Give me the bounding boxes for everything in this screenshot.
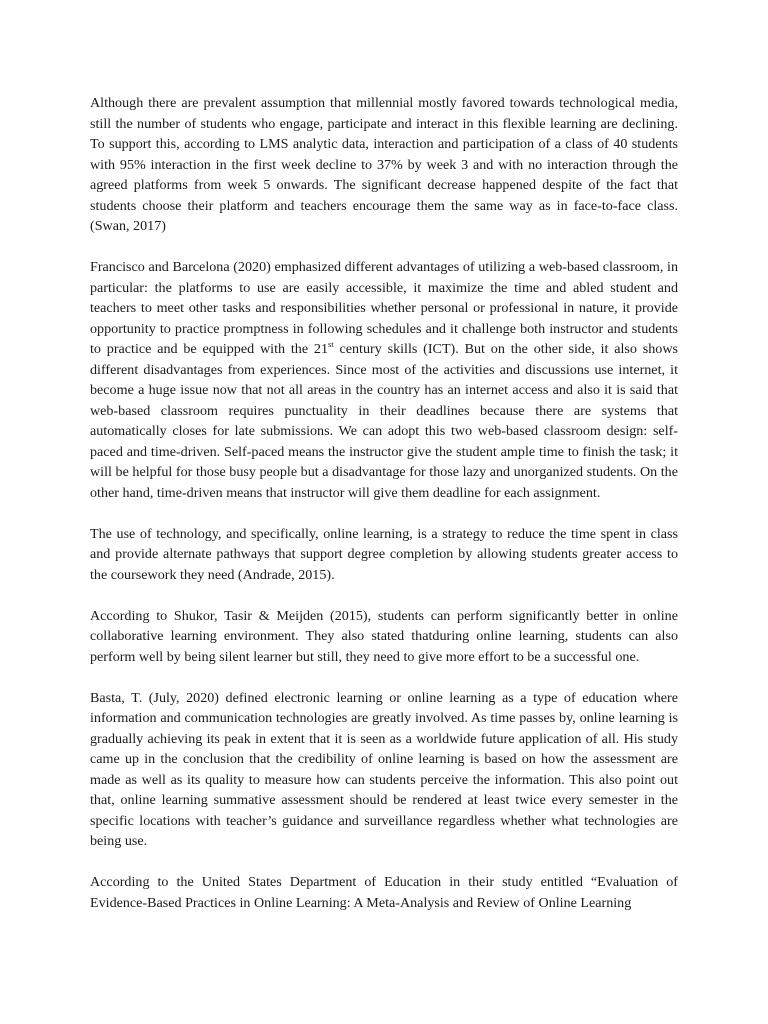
paragraph-text: According to Shukor, Tasir & Meijden (2015), students can perform significantly better in online collaborative learning environment. They also stated thatduring online learning, students can also perform well by being silent learner but still, they need to give more effort to be a successful one. <box>90 607 678 665</box>
paragraph-electronic-learning <box>90 688 678 852</box>
ordinal-superscript: st <box>328 339 334 349</box>
paragraph-text: Although there are prevalent assumption that millennial mostly favored towards technological media, still the number of students who engage, participate and interact in this flexible learning are declining. To support this, according to LMS analytic data, interaction and participation of a class of 40 students with 95% interaction in the first week decline to 37% by week 3 and with no interaction through the agreed platforms from week 5 onwards. The significant decrease happened despite of the fact that students choose their platform and teachers encourage them the same way as in face-to-face class. (Swan, 2017) <box>90 95 678 234</box>
paragraph-text: According to the United States Department of Education in their study entitled “Evaluation of Evidence-Based Practices in Online Learning: A Meta-Analysis and Review of Online Learning <box>90 874 678 911</box>
paragraph-technology-strategy <box>90 524 678 586</box>
paragraph-text: Basta, T. (July, 2020) defined electronic learning or online learning as a type of education where information and communication technologies are greatly involved. As time passes by, online learning is gradually achieving its peak in extent that it is seen as a worldwide future application of all. His study came up in the conclusion that the credibility of online learning is based on how the assessment are made as well as its quality to measure how can students perceive the information. This also point out that, online learning summative assessment should be rendered at least twice every semester in the specific locations with teacher’s guidance and surveillance regardless whether what technologies are being use. <box>90 689 678 849</box>
paragraph-web-based-classroom <box>90 257 678 503</box>
paragraph-lms-decline <box>90 93 678 237</box>
paragraph-collaborative-learning <box>90 606 678 668</box>
paragraph-text: Francisco and Barcelona (2020) emphasized different advantages of utilizing a web-based classroom, in particular: the platforms to use are easily accessible, it maximize the time and abled student and teachers to meet other tasks and responsibilities whether personal or professional in nature, it provide opportunity to practice promptness in following schedules and it challenge both instructor and students to practice and be equipped with the 21 <box>90 259 678 357</box>
paragraph-text: The use of technology, and specifically, online learning, is a strategy to reduce the time spent in class and provide alternate pathways that support degree completion by allowing students greater access to the coursework they need (Andrade, 2015). <box>90 525 678 583</box>
paragraph-us-department-education <box>90 872 678 913</box>
paragraph-text-continued: century skills (ICT). But on the other side, it also shows different disadvantages from experiences. Since most of the activities and discussions use internet, it become a huge issue now that not all areas in the country has an internet access and also it is said that web-based classroom requires punctuality in their deadlines because there are systems that automatically closes for late submissions. We can adopt this two web-based classroom design: self-paced and time-driven. Self-paced means the instructor give the student ample time to finish the task; it will be helpful for those busy people but a disadvantage for those lazy and unorganized students. On the other hand, time-driven means that instructor will give them deadline for each assignment. <box>90 341 678 501</box>
document-body <box>90 93 678 913</box>
